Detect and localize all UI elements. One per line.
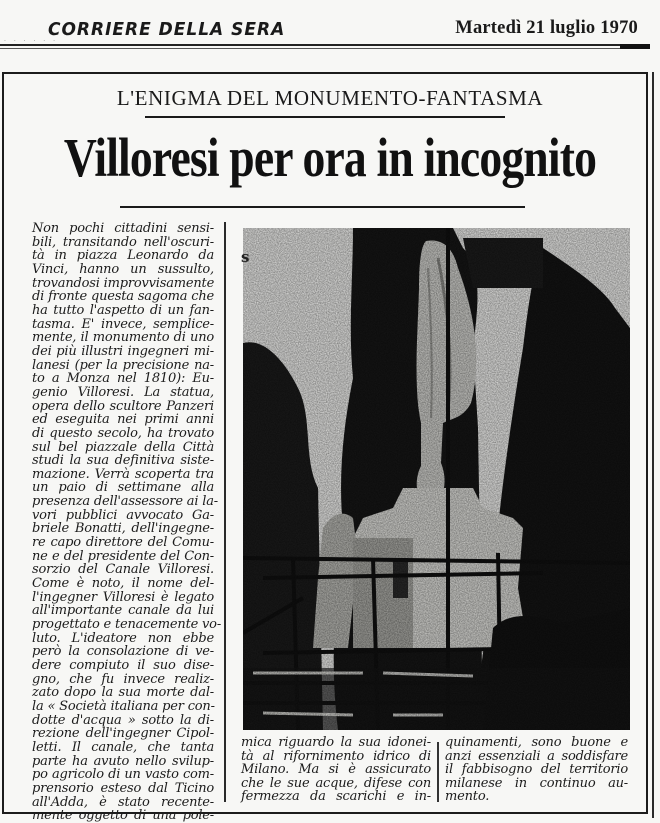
text-line: mente oggetto di una pole- [32, 808, 214, 823]
text-line: rezione dell'ingegner Cipol- [32, 726, 214, 742]
newspaper-name: CORRIERE DELLA SERA [48, 19, 286, 41]
text-line: po agricolo di un vasto com- [32, 767, 214, 783]
text-line: Vinci, hanno un sussulto, [32, 261, 214, 277]
article-headline: Villoresi per ora in incognito [63, 127, 597, 188]
text-line: luto. L'ideatore non ebbe [32, 630, 214, 646]
text-line: lanesi (per la precisione na- [32, 357, 214, 373]
masthead-dots: . . . . . . [4, 36, 58, 43]
text-line: un paio di settimane alla [32, 480, 214, 496]
text-line: di fronte questa sagoma che [32, 289, 214, 305]
text-line: studi la sua definitiva siste- [32, 453, 214, 469]
text-line: però la consolazione di ve- [32, 644, 214, 660]
article-body-left-column [32, 221, 222, 823]
text-line: ed eseguita nei primi anni [32, 412, 214, 428]
masthead-rule-end [620, 44, 650, 49]
column-divider [224, 222, 226, 802]
issue-date: Martedì 21 luglio 1970 [455, 18, 638, 38]
text-line: briele Bonatti, dell'ingegne- [32, 521, 214, 537]
statue-photo-illustration [243, 228, 630, 730]
text-line: re capo direttore del Comu- [32, 535, 214, 551]
text-line: Milano. Ma si è assicurato [241, 762, 431, 778]
article-body-bottom-column-1 [241, 736, 431, 804]
text-line: mica riguardo la sua idonei- [241, 735, 431, 750]
text-line: fermezza da scarichi e in- [241, 789, 431, 805]
photo-stray-mark: s [241, 248, 250, 266]
text-line: dotte d'acqua » sotto la di- [32, 712, 214, 728]
text-line: opera dello scultore Panzeri [32, 398, 214, 414]
text-line: to a Monza nel 1810): Eu- [32, 371, 214, 387]
text-line: che le sue acque, difese con [241, 775, 431, 791]
text-line: dei più illustri ingegneri mi- [32, 343, 214, 359]
text-line: all'Adda, è stato recente- [32, 794, 214, 810]
text-line: sul bel piazzale della Città [32, 439, 214, 455]
text-line: sorzio del Canale Villoresi. [32, 562, 214, 578]
text-line: gno, che fu invece realiz- [32, 671, 214, 687]
text-line: quinamenti, sono buone e [445, 735, 628, 750]
text-line: genio Villoresi. La statua, [32, 384, 214, 400]
text-line: progettato e tenacemente vo- [32, 617, 222, 633]
masthead-rule-top [0, 44, 648, 46]
text-line: trovandosi improvvisamente [32, 275, 215, 291]
text-line: Non pochi cittadini sensi- [32, 221, 214, 236]
text-line: tasma. E' invece, semplice- [32, 316, 214, 332]
text-line: il fabbisogno del territorio [445, 762, 628, 778]
text-line: ne e del presidente del Con- [32, 548, 214, 564]
text-line: letti. Il canale, che tanta [32, 739, 214, 755]
text-line: tà al rifornimento idrico di [241, 748, 431, 764]
text-line: parte ha avuto nello svilup- [32, 753, 214, 769]
headline-underline [120, 206, 525, 208]
text-line: zato dopo la sua morte dal- [32, 685, 214, 701]
text-line: ha tutto l'aspetto di un fan- [32, 302, 214, 318]
text-line: mazione. Verrà scoperta tra [32, 466, 214, 482]
text-line: prensorio esteso dal Ticino [32, 780, 214, 796]
kicker-underline [145, 116, 505, 118]
text-line: anzi essenziali a soddisfare [445, 748, 628, 764]
article-body-bottom-column-2 [445, 736, 628, 804]
text-line: l'ingegner Villoresi è legato [32, 589, 214, 605]
text-line: dere compiuto il suo dise- [32, 658, 214, 673]
text-line: mento. [445, 789, 490, 805]
text-line: di questo secolo, ha trovato [32, 425, 214, 441]
article-photo [243, 228, 630, 730]
masthead [0, 0, 660, 52]
text-line: bili, transitando nell'oscuri- [32, 234, 214, 250]
text-line: mente, il monumento di uno [32, 330, 214, 346]
text-line: la « Società italiana per con- [32, 698, 215, 714]
text-line: milanese in continuo au- [445, 775, 628, 791]
article-kicker: L'ENIGMA DEL MONUMENTO-FANTASMA [116, 86, 544, 110]
text-line: vori pubblici avvocato Ga- [32, 507, 214, 523]
text-line: Come è noto, il nome del- [32, 576, 214, 592]
text-line: presenza dell'assessore ai la- [32, 494, 218, 510]
text-line: all'importante canale da lui [32, 603, 214, 619]
masthead-rule-bottom [0, 48, 648, 49]
bottom-column-divider [437, 742, 439, 802]
article-frame-shadow [652, 72, 654, 818]
text-line: tà in piazza Leonardo da [32, 248, 214, 264]
